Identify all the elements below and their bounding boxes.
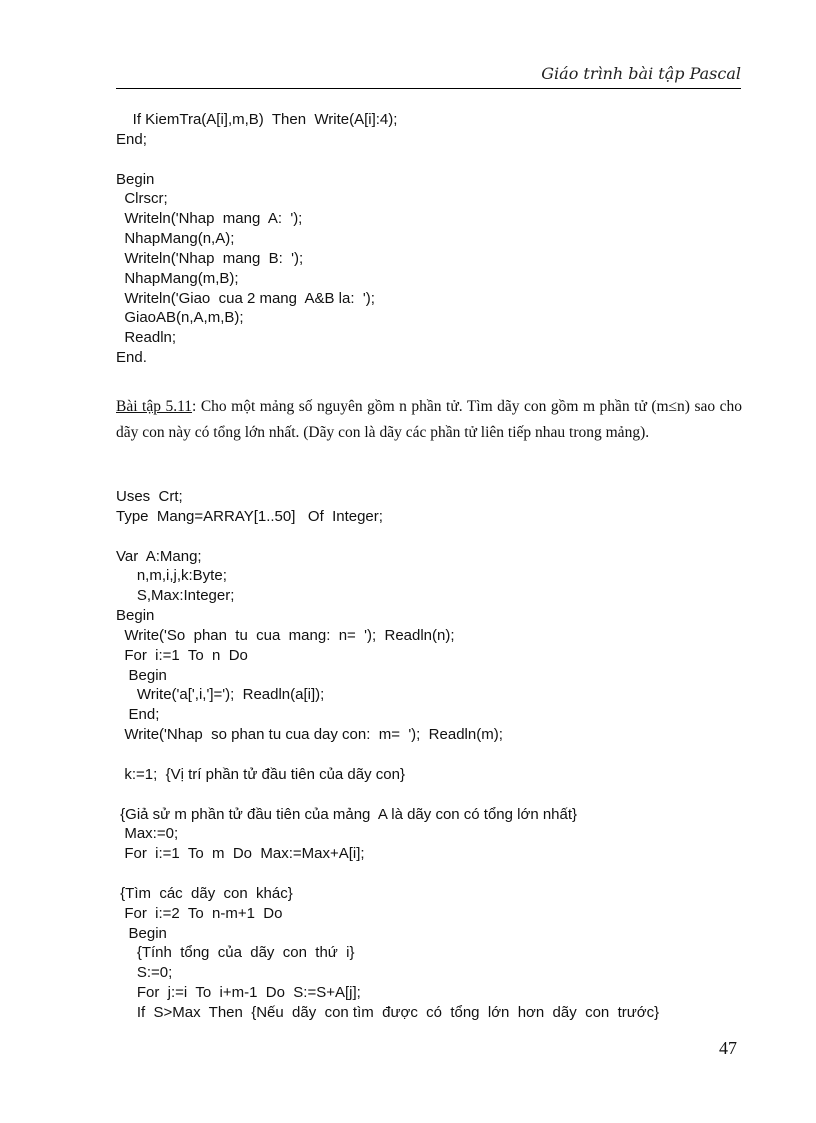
header-title: Giáo trình bài tập Pascal bbox=[541, 64, 741, 83]
exercise-paragraph bbox=[116, 394, 742, 446]
code-block-bottom: Uses Crt; Type Mang=ARRAY[1..50] Of Integer; Var A:Mang; n,m,i,j,k:Byte; S,Max:Integer; Begin Write('So phan tu cua mang: n= '); Readln(n); For i:=1 To n Do Begin Write('a[',i,']='); Readln(a[i]); End; Write('Nhap so phan tu cua day con: m= '); Readln(m); k:=1; {Vị trí phần tử đầu tiên của dãy con} {Giả sử m phần tử đầu tiên của mảng A là dãy con có tổng lớn nhất} Max:=0; For i:=1 To m Do Max:=Max+A[i]; {Tìm các dãy con khác} For i:=2 To n-m+1 Do Begin {Tính tổng của dãy con thứ i} S:=0; For j:=i To i+m-1 Do S:=S+A[j]; If S>Max Then {Nếu dãy con tìm được có tổng lớn hơn dãy con trước} bbox=[116, 488, 660, 1021]
exercise-label: Bài tập 5.11 bbox=[116, 398, 193, 415]
page-header bbox=[116, 62, 741, 89]
code-block-top: If KiemTra(A[i],m,B) Then Write(A[i]:4); End; Begin Clrscr; Writeln('Nhap mang A: '); NhapMang(n,A); Writeln('Nhap mang B: '); NhapMang(m,B); Writeln('Giao cua 2 mang A&B la: '); GiaoAB(n,A,m,B); Readln; End. bbox=[116, 111, 398, 367]
page-number: 47 bbox=[719, 1038, 737, 1058]
exercise-text: : Cho một mảng số nguyên gồm n phần tử. Tìm dãy con gồm m phần tử (m≤n) sao cho dãy con này có tổng lớn nhất. (Dãy con là dãy các phần tử liên tiếp nhau trong mảng). bbox=[116, 398, 743, 441]
